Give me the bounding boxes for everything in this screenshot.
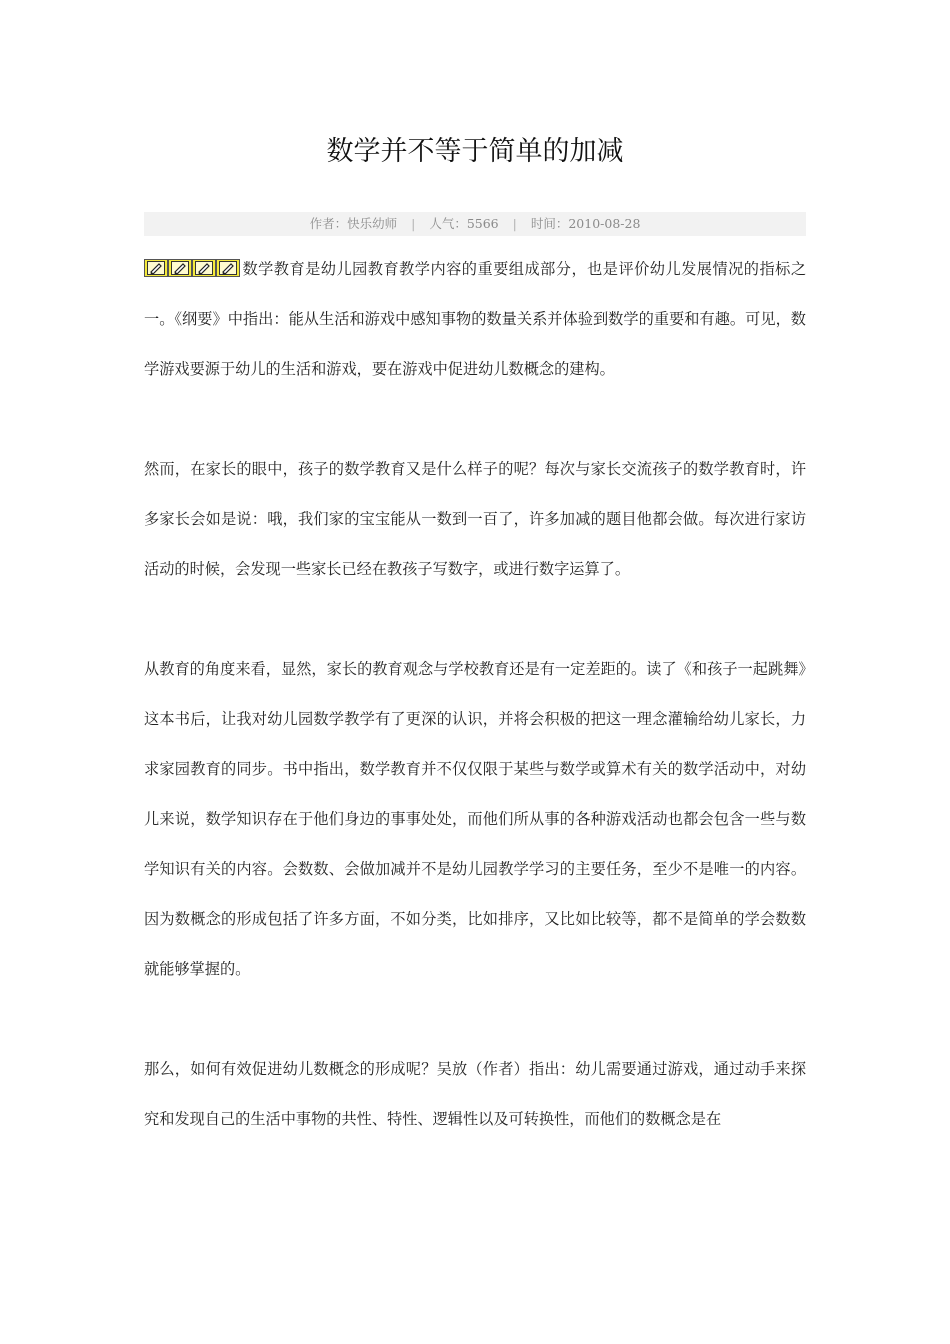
- paragraph-1-text: 数学教育是幼儿园教育教学内容的重要组成部分，也是评价幼儿发展情况的指标之一。《纲要》中指出：能从生活和游戏中感知事物的数量关系并体验到数学的重要和有趣。可见，数学游戏要源于幼儿的生活和游戏，要在游戏中促进幼儿数概念的建构。: [144, 260, 806, 378]
- pencil-icon: [169, 260, 192, 277]
- paragraph-1: [144, 244, 806, 394]
- pencil-icon-strip: [144, 259, 240, 277]
- paragraph-3: 从教育的角度来看，显然，家长的教育观念与学校教育还是有一定差距的。读了《和孩子一起跳舞》这本书后，让我对幼儿园数学教学有了更深的认识，并将会积极的把这一理念灌输给幼儿家长，力求家园教育的同步。书中指出，数学教育并不仅仅限于某些与数学或算术有关的数学活动中，对幼儿来说，数学知识存在于他们身边的事事处处，而他们所从事的各种游戏活动也都会包含一些与数学知识有关的内容。会数数、会做加减并不是幼儿园教学学习的主要任务，至少不是唯一的内容。因为数概念的形成包括了许多方面，不如分类，比如排序，又比如比较等，都不是简单的学会数数就能够掌握的。: [144, 660, 806, 978]
- paragraph-4: 那么，如何有效促进幼儿数概念的形成呢？吴放（作者）指出：幼儿需要通过游戏，通过动手来探究和发现自己的生活中事物的共性、特性、逻辑性以及可转换性，而他们的数概念是在: [144, 1060, 806, 1128]
- author-label: 作者：快乐幼师: [309, 216, 398, 231]
- pencil-icon: [217, 260, 240, 277]
- article-body: [144, 244, 806, 1194]
- pencil-icons: [144, 259, 240, 277]
- article-meta-bar: [144, 212, 806, 236]
- date-label: 时间：2010-08-28: [530, 216, 641, 231]
- pencil-icon: [193, 260, 216, 277]
- views-label: 人气：5566: [429, 216, 499, 231]
- meta-separator: |: [512, 216, 517, 231]
- paragraph-2: 然而，在家长的眼中，孩子的数学教育又是什么样子的呢？每次与家长交流孩子的数学教育时，许多家长会如是说：哦，我们家的宝宝能从一数到一百了，许多加减的题目他都会做。每次进行家访活动的时候，会发现一些家长已经在教孩子写数字，或进行数字运算了。: [144, 460, 806, 578]
- meta-separator: |: [411, 216, 416, 231]
- page-title: 数学并不等于简单的加减: [326, 136, 624, 167]
- pencil-icon: [145, 260, 168, 277]
